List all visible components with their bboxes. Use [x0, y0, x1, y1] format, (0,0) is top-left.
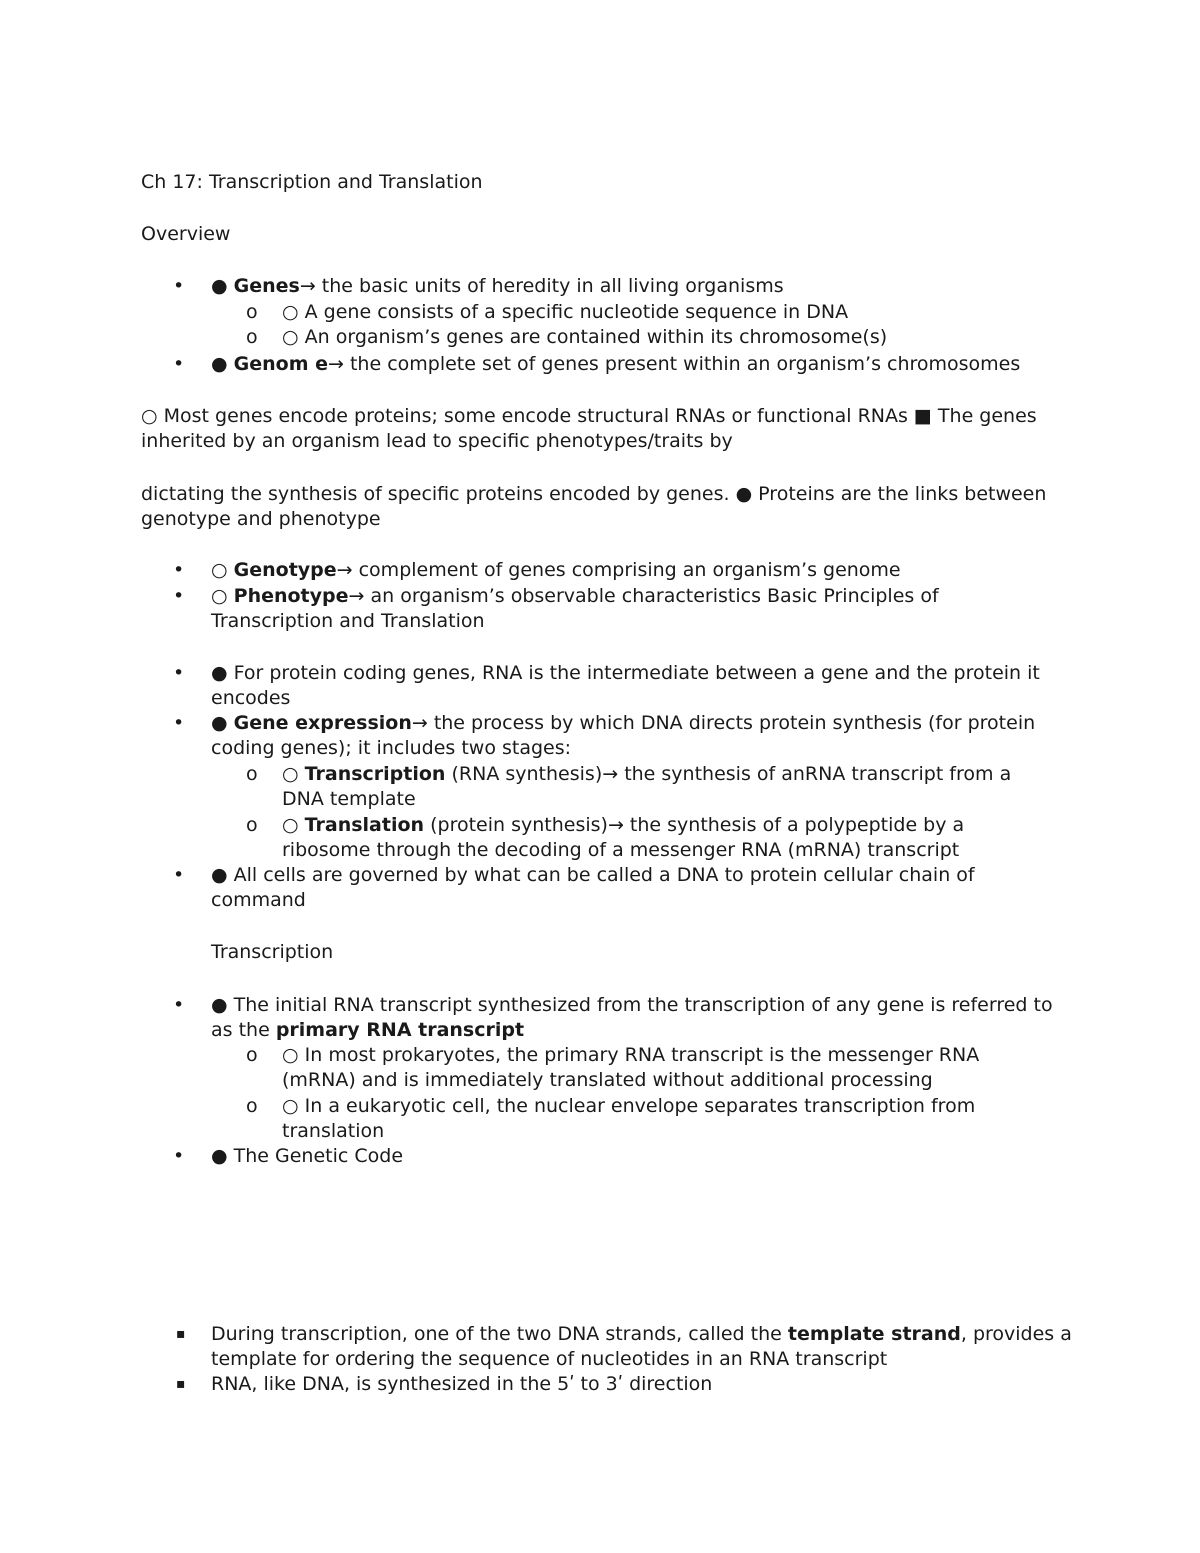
- list-item-genes: [211, 274, 784, 299]
- bullet-mark: ●: [211, 864, 228, 886]
- list-bullet: •: [173, 353, 185, 375]
- term-genotype: Genotype: [233, 559, 337, 581]
- list-item-initial-rna: [211, 993, 1053, 1018]
- list-bullet: •: [173, 585, 185, 607]
- definition: (RNA synthesis)→ the synthesis of anRNA transcript from a: [445, 763, 1012, 785]
- bullet-mark: ○: [282, 326, 299, 348]
- bullet-mark: ○: [282, 1044, 299, 1066]
- term-phenotype: Phenotype: [233, 585, 349, 607]
- item-text: , provides a: [960, 1323, 1072, 1345]
- bullet-mark: ○: [211, 585, 228, 607]
- item-text: The initial RNA transcript synthesized from the transcription of any gene is referred to: [233, 994, 1053, 1016]
- item-continuation: command: [211, 889, 306, 911]
- list-item-phenotype: [211, 584, 939, 609]
- list-item-chromosomes: [282, 325, 887, 350]
- document-title: Ch 17: Transcription and Translation: [141, 171, 483, 193]
- paragraph-line: ○ Most genes encode proteins; some encode structural RNAs or functional RNAs ■ The genes: [141, 405, 1037, 427]
- sub-bullet: o: [246, 301, 258, 323]
- list-bullet: •: [173, 275, 185, 297]
- list-item-protein-coding: [211, 661, 1040, 686]
- term-genes: Genes: [233, 275, 300, 297]
- definition: (protein synthesis)→ the synthesis of a polypeptide by a: [424, 814, 965, 836]
- list-item-genome: [211, 352, 1020, 377]
- term-translation: Translation: [304, 814, 425, 836]
- item-continuation: Transcription and Translation: [211, 610, 485, 632]
- item-text: as the: [211, 1019, 276, 1041]
- overview-heading: Overview: [141, 223, 231, 245]
- item-continuation: translation: [282, 1120, 385, 1142]
- list-item-template-strand: [211, 1322, 1072, 1347]
- list-bullet: •: [173, 662, 185, 684]
- list-item-gene-sequence: [282, 300, 848, 325]
- list-item-genetic-code: [211, 1144, 403, 1169]
- term-template-strand: template strand: [787, 1323, 961, 1345]
- bullet-mark: ●: [211, 994, 228, 1016]
- sub-bullet: o: [246, 1044, 258, 1066]
- list-item-translation: [282, 813, 964, 838]
- bullet-mark: ●: [211, 712, 228, 734]
- square-bullet: ▪: [176, 1376, 186, 1392]
- item-text: An organism’s genes are contained within its chromosome(s): [304, 326, 888, 348]
- definition: → complement of genes comprising an organism’s genome: [336, 559, 901, 581]
- sub-bullet: o: [246, 326, 258, 348]
- list-bullet: •: [173, 559, 185, 581]
- item-continuation: encodes: [211, 687, 291, 709]
- list-item-eukaryotic: [282, 1094, 975, 1119]
- item-text: In most prokaryotes, the primary RNA transcript is the messenger RNA: [304, 1044, 980, 1066]
- item-text: A gene consists of a specific nucleotide sequence in DNA: [304, 301, 849, 323]
- list-item-transcription: [282, 762, 1011, 787]
- term-primary-rna-transcript: primary RNA transcript: [275, 1019, 525, 1041]
- list-item-prokaryotes: [282, 1043, 979, 1068]
- bullet-mark: ○: [282, 301, 299, 323]
- item-text: During transcription, one of the two DNA strands, called the: [211, 1323, 788, 1345]
- list-item-genotype: [211, 558, 901, 583]
- bullet-mark: ○: [211, 559, 228, 581]
- bullet-mark: ●: [211, 662, 228, 684]
- list-bullet: •: [173, 1145, 185, 1167]
- definition: → the complete set of genes present within an organism’s chromosomes: [328, 353, 1021, 375]
- item-continuation: ribosome through the decoding of a messenger RNA (mRNA) transcript: [282, 839, 960, 861]
- transcription-heading: Transcription: [211, 941, 334, 963]
- list-bullet: •: [173, 712, 185, 734]
- term-gene-expression: Gene expression: [233, 712, 412, 734]
- list-bullet: •: [173, 864, 185, 886]
- list-bullet: •: [173, 994, 185, 1016]
- item-text: In a eukaryotic cell, the nuclear envelope separates transcription from: [304, 1095, 976, 1117]
- item-text: The Genetic Code: [233, 1145, 404, 1167]
- list-item-gene-expression: [211, 711, 1035, 736]
- paragraph-line: inherited by an organism lead to specific phenotypes/traits by: [141, 430, 733, 452]
- item-text: All cells are governed by what can be called a DNA to protein cellular chain of: [233, 864, 975, 886]
- term-transcription: Transcription: [304, 763, 446, 785]
- bullet-mark: ○: [282, 814, 299, 836]
- definition: → an organism’s observable characteristics Basic Principles of: [348, 585, 939, 607]
- paragraph-line: dictating the synthesis of specific proteins encoded by genes. ● Proteins are the links between: [141, 483, 1047, 505]
- sub-bullet: o: [246, 1095, 258, 1117]
- item-continuation: (mRNA) and is immediately translated without additional processing: [282, 1069, 933, 1091]
- list-item-rna-direction: RNA, like DNA, is synthesized in the 5ʹ to 3ʹ direction: [211, 1373, 713, 1395]
- item-text: For protein coding genes, RNA is the intermediate between a gene and the protein it: [233, 662, 1040, 684]
- definition: → the basic units of heredity in all living organisms: [299, 275, 784, 297]
- item-continuation: template for ordering the sequence of nucleotides in an RNA transcript: [211, 1348, 888, 1370]
- term-genome: Genom e: [233, 353, 329, 375]
- list-item-all-cells: [211, 863, 975, 888]
- bullet-mark: ○: [282, 1095, 299, 1117]
- item-continuation: coding genes); it includes two stages:: [211, 737, 572, 759]
- sub-bullet: o: [246, 814, 258, 836]
- square-bullet: ▪: [176, 1326, 186, 1342]
- sub-bullet: o: [246, 763, 258, 785]
- definition: → the process by which DNA directs protein synthesis (for protein: [411, 712, 1036, 734]
- item-continuation: [211, 1018, 524, 1043]
- paragraph-line: genotype and phenotype: [141, 508, 381, 530]
- bullet-mark: ●: [211, 275, 228, 297]
- bullet-mark: ●: [211, 1145, 228, 1167]
- bullet-mark: ○: [282, 763, 299, 785]
- item-continuation: DNA template: [282, 788, 416, 810]
- bullet-mark: ●: [211, 353, 228, 375]
